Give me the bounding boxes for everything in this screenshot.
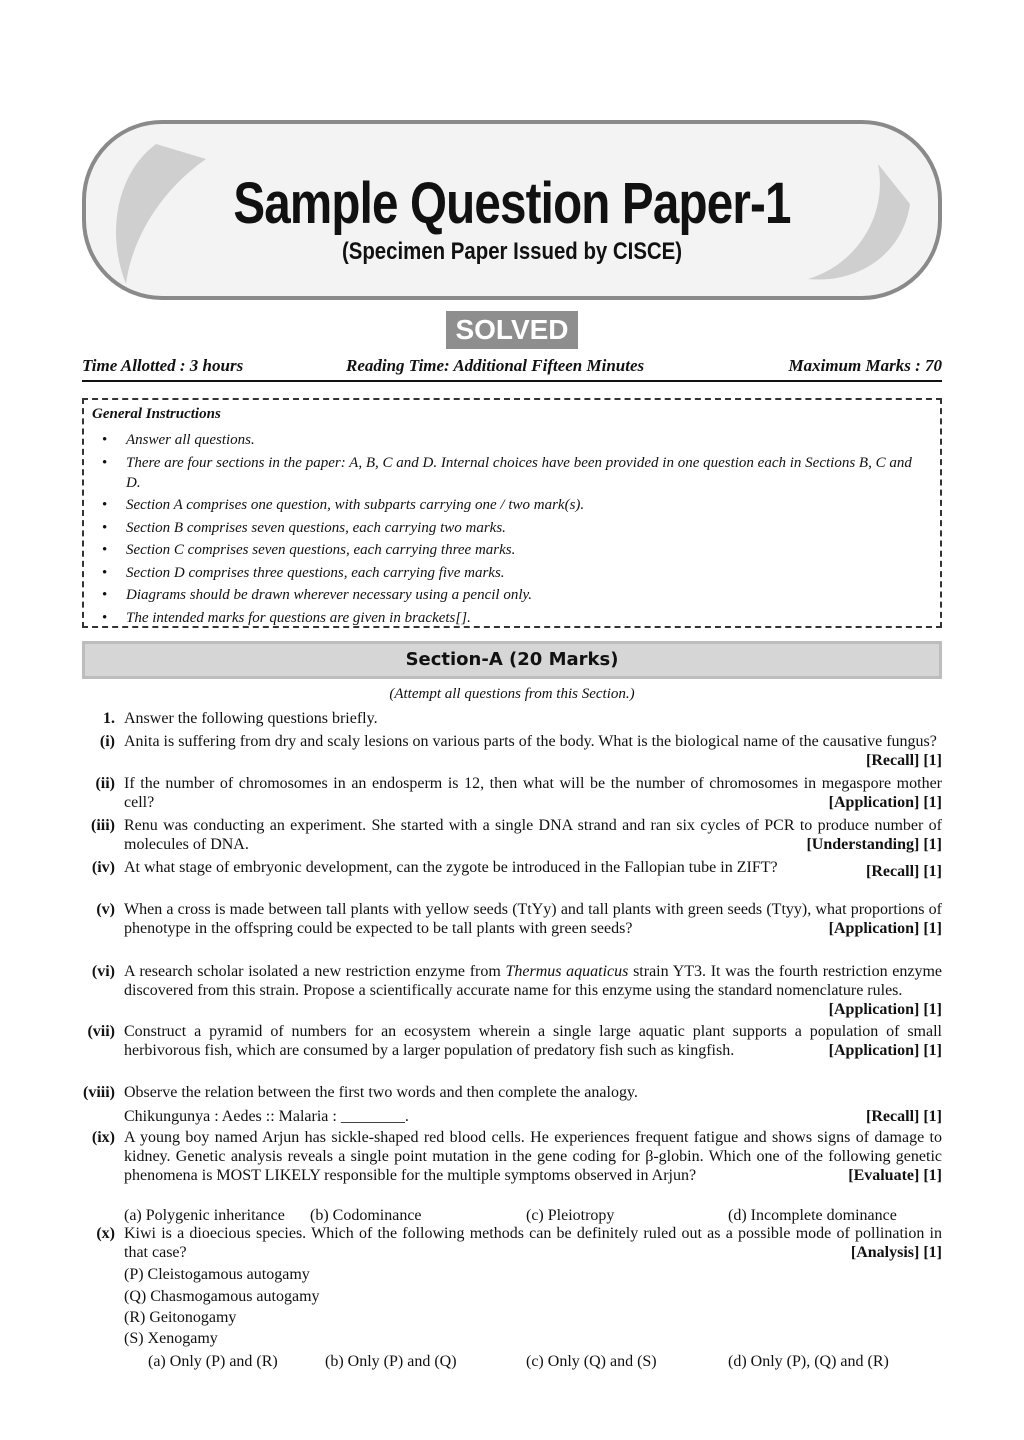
question-number: (x) — [96, 1225, 115, 1242]
question-viii — [82, 1083, 942, 1126]
instruction-item: • Section D comprises three questions, each carrying five marks. — [84, 563, 940, 583]
question-text: Answer the following questions briefly. — [124, 710, 378, 727]
question-tag: [Application] [1] — [828, 794, 942, 811]
option-a: (a) Only (P) and (R) — [148, 1353, 278, 1370]
instruction-item: • Section A comprises one question, with subparts carrying one / two mark(s). — [84, 495, 940, 515]
maximum-marks: Maximum Marks : 70 — [788, 356, 942, 375]
question-x — [82, 1224, 942, 1262]
question-vii — [82, 1022, 942, 1060]
question-number: (iv) — [91, 859, 115, 876]
solved-badge: SOLVED — [446, 311, 578, 349]
option-b: (b) Only (P) and (Q) — [325, 1353, 457, 1370]
question-number: (v) — [96, 901, 115, 918]
analogy-text: Chikungunya : Aedes :: Malaria : ________. — [124, 1108, 409, 1125]
question-tag: [Recall] [1] — [866, 752, 942, 769]
question-iv — [82, 858, 942, 881]
question-number: (ix) — [91, 1129, 115, 1146]
option-c: (c) Only (Q) and (S) — [526, 1353, 657, 1370]
instruction-item: • Section C comprises seven questions, each carrying three marks. — [84, 540, 940, 560]
question-i — [82, 732, 942, 770]
question-v — [82, 900, 942, 938]
title-banner — [82, 120, 942, 300]
question-text: At what stage of embryonic development, can the zygote be introduced in the Fallopian tube in ZIFT? — [124, 859, 778, 876]
option-a: (a) Polygenic inheritance — [124, 1207, 285, 1224]
question-tag: [Understanding] [1] — [806, 836, 942, 853]
paper-title: Sample Question Paper-1 — [233, 171, 791, 236]
question-ix — [82, 1128, 942, 1185]
list-item: (Q) Chasmogamous autogamy — [124, 1288, 320, 1305]
question-tag: [Application] [1] — [828, 920, 942, 937]
option-b: (b) Codominance — [310, 1207, 422, 1224]
question-text: A research scholar isolated a new restriction enzyme from — [124, 963, 506, 980]
question-number: (ii) — [95, 775, 115, 792]
question-tag: [Evaluate] [1] — [848, 1167, 942, 1184]
question-number: (iii) — [91, 817, 115, 834]
question-number: (vi) — [91, 963, 115, 980]
question-iii — [82, 816, 942, 854]
section-note: (Attempt all questions from this Section.) — [389, 686, 635, 702]
option-d: (d) Only (P), (Q) and (R) — [728, 1353, 889, 1370]
instruction-item: • The intended marks for questions are given in brackets[]. — [84, 608, 940, 628]
instructions-heading: General Instructions — [92, 406, 221, 422]
question-text: Renu was conducting an experiment. She started with a single DNA strand and ran six cycles of PCR to produce number of molecules of DNA. — [124, 817, 942, 853]
option-c: (c) Pleiotropy — [526, 1207, 615, 1224]
question-text: strain YT3. It was the fourth restriction enzyme discovered from this strain. Propose a scientifically accurate name for this enzyme using the standard nomenclature rules. — [124, 963, 942, 999]
reading-time: Reading Time: Additional Fifteen Minutes — [346, 356, 645, 375]
question-text: A young boy named Arjun has sickle-shaped red blood cells. He experiences frequent fatigue and shows signs of damage to kidney. Genetic analysis reveals a single point mutation in the gene coding for β-globin. Which one of the following genetic phenomena is MOST LIKELY responsible for the multiple symptoms observed in Arjun? — [124, 1129, 942, 1184]
time-allotted: Time Allotted : 3 hours — [82, 356, 244, 375]
question-number: (vii) — [87, 1023, 115, 1040]
instruction-item: • Section B comprises seven questions, each carrying two marks. — [84, 518, 940, 538]
question-ii — [82, 774, 942, 812]
question-text: Observe the relation between the first two words and then complete the analogy. — [124, 1084, 638, 1101]
instruction-item: • Diagrams should be drawn wherever necessary using a pencil only. — [84, 585, 940, 605]
paper-subtitle: (Specimen Paper Issued by CISCE) — [341, 238, 683, 265]
instructions-list — [84, 430, 940, 630]
question-text: Construct a pyramid of numbers for an ecosystem wherein a single large aquatic plant supports a population of small herbivorous fish, which are consumed by a larger population of predatory fish such as kingfish. — [124, 1023, 942, 1059]
exam-meta-row — [82, 354, 942, 382]
question-number: (i) — [99, 733, 115, 750]
general-instructions-box — [82, 398, 942, 628]
list-item: (R) Geitonogamy — [124, 1309, 237, 1326]
question-text: When a cross is made between tall plants with yellow seeds (TtYy) and tall plants with green seeds (Ttyy), what proportions of phenotype in the offspring could be expected to be tall plants with green seeds? — [124, 901, 942, 937]
question-1 — [82, 709, 942, 728]
instruction-item: • Answer all questions. — [84, 430, 940, 450]
question-tag: [Analysis] [1] — [850, 1244, 942, 1261]
question-text: If the number of chromosomes in an endosperm is 12, then what will be the number of chromosomes in megaspore mother cell? — [124, 775, 942, 811]
question-vi — [82, 962, 942, 1019]
question-text: Kiwi is a dioecious species. Which of the following methods can be definitely ruled out as a possible mode of pollination in that case? — [124, 1225, 942, 1261]
list-item: (S) Xenogamy — [124, 1330, 218, 1347]
question-number: (viii) — [83, 1084, 115, 1101]
question-text: Anita is suffering from dry and scaly lesions on various parts of the body. What is the biological name of the causative fungus? — [124, 733, 937, 750]
option-d: (d) Incomplete dominance — [728, 1207, 897, 1224]
question-tag: [Recall] [1] — [866, 1108, 942, 1125]
organism-name: Thermus aquaticus — [505, 963, 629, 980]
question-tag: [Application] [1] — [828, 1001, 942, 1018]
question-tag: [Recall] [1] — [866, 863, 942, 880]
question-tag: [Application] [1] — [828, 1042, 942, 1059]
list-item: (P) Cleistogamous autogamy — [124, 1266, 310, 1283]
section-a-heading: Section-A (20 Marks) — [82, 641, 942, 679]
question-number: 1. — [103, 710, 115, 727]
instruction-item: • There are four sections in the paper: A, B, C and D. Internal choices have been provided in one question each in Sections B, C and D. — [84, 453, 940, 493]
